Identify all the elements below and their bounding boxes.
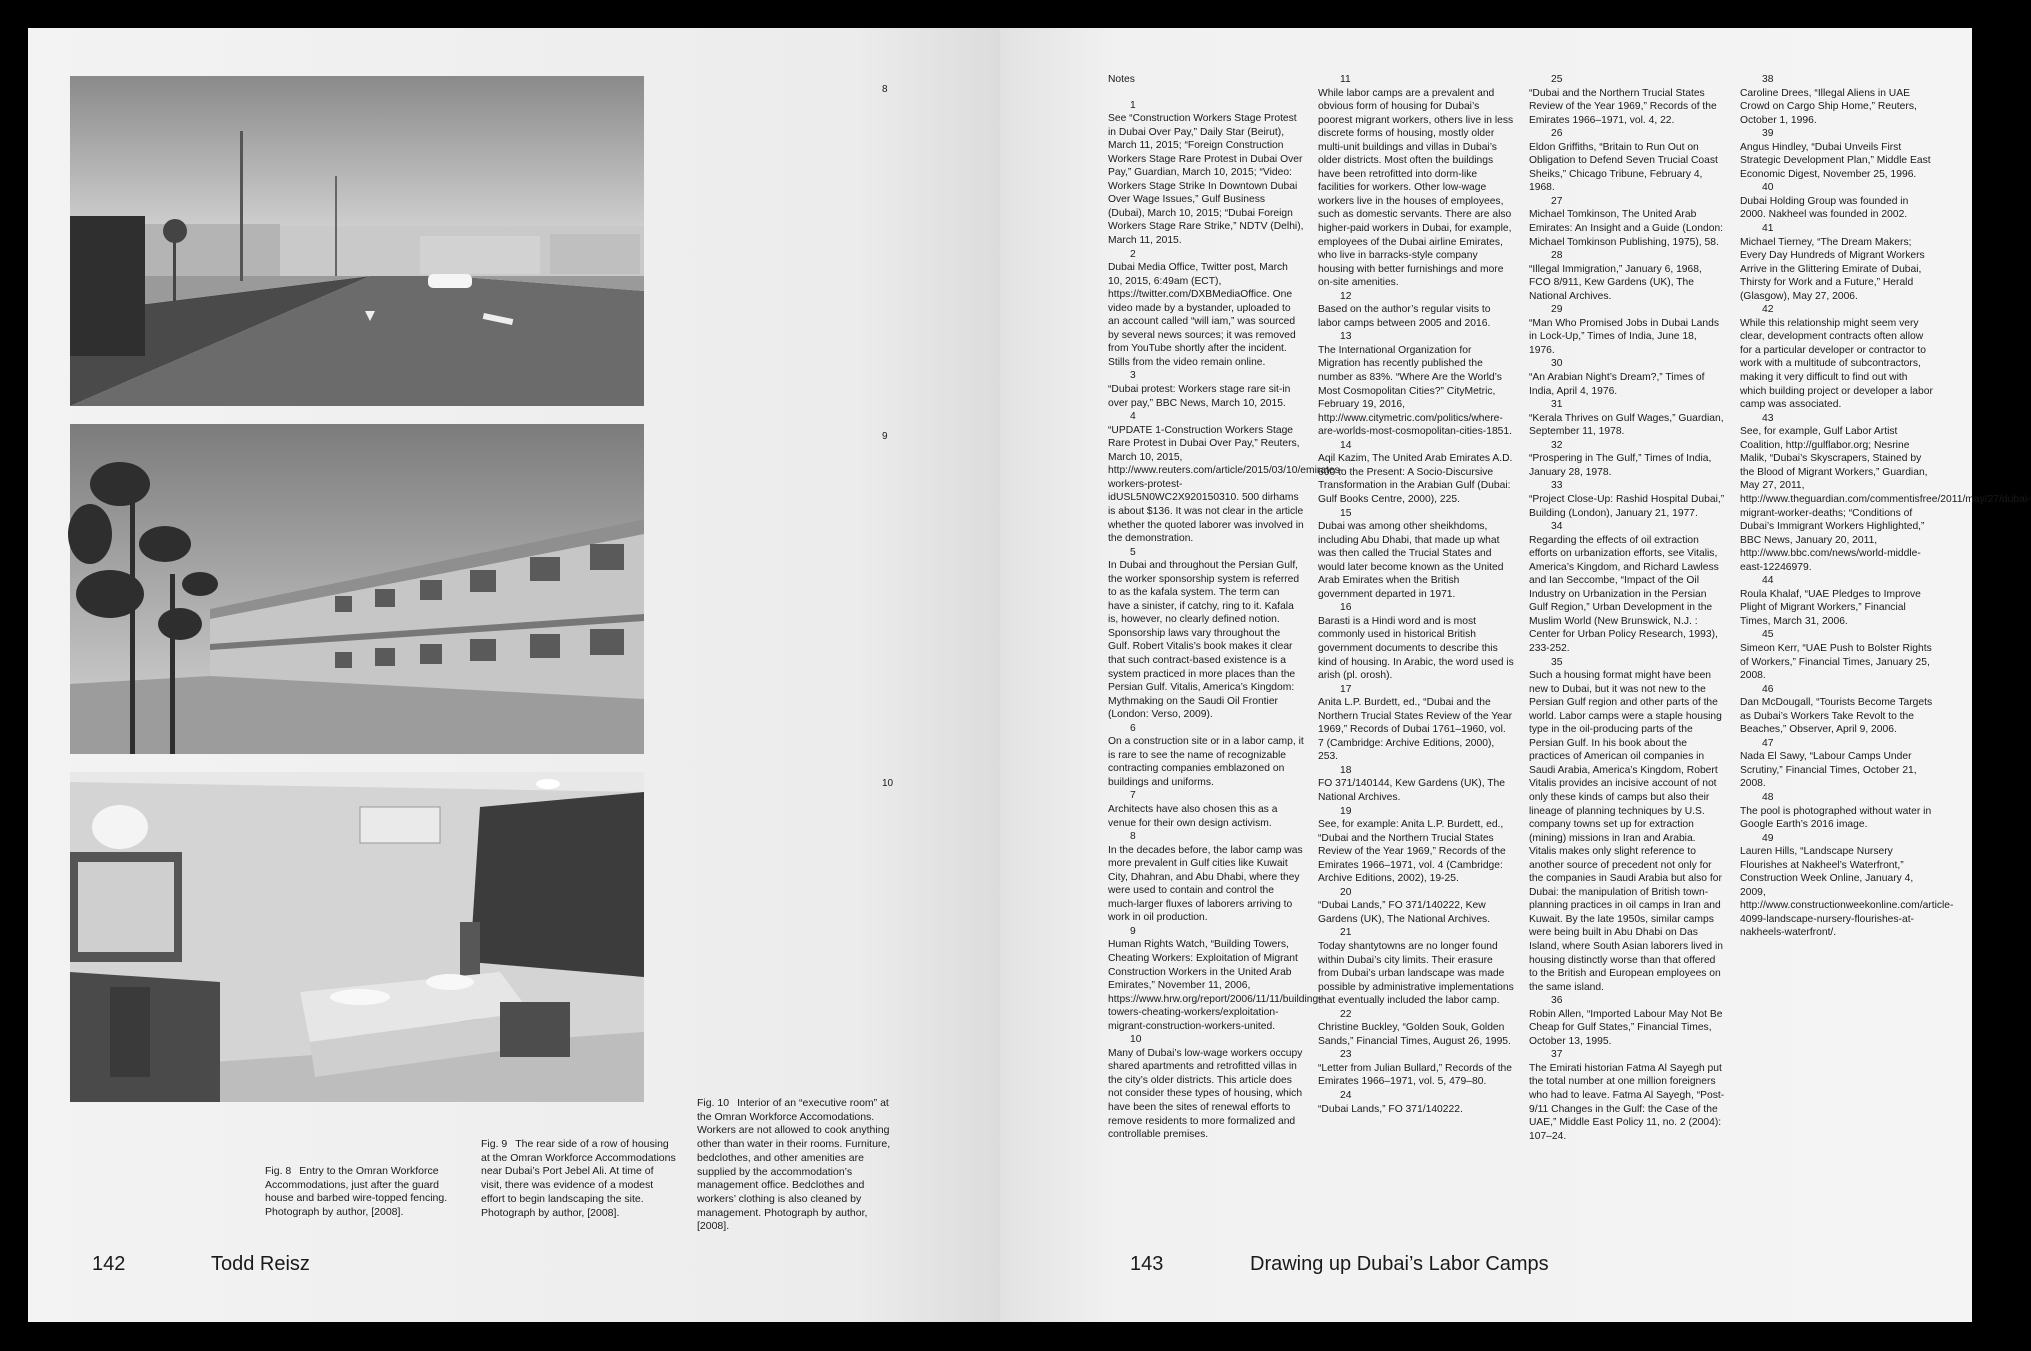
notes-column-2 [1318, 73, 1514, 1116]
note-item [1740, 737, 1936, 791]
photo-entry-road-image [70, 76, 644, 406]
photo-executive-room [70, 772, 644, 1102]
note-text: Architects have also chosen this as a venue for their own design activism. [1108, 803, 1278, 829]
note-number: 4 [1130, 411, 1136, 423]
note-item [1318, 330, 1514, 438]
note-number: 9 [1130, 925, 1136, 937]
note-item [1740, 127, 1936, 181]
note-number: 28 [1551, 250, 1563, 262]
note-number: 12 [1340, 290, 1352, 302]
notes-column-4-list [1740, 73, 2031, 940]
note-number: 46 [1762, 683, 1774, 695]
note-number: 35 [1551, 656, 1563, 668]
note-item [1740, 628, 1936, 682]
note-item [1108, 369, 1304, 410]
left-folio: 142 [92, 1253, 126, 1275]
note-item [1529, 249, 1725, 303]
note-number: 11 [1340, 74, 1351, 85]
note-number: 21 [1340, 927, 1352, 939]
notes-column-2-list [1318, 73, 1514, 1116]
notes-column-1-list [1108, 99, 1344, 1142]
note-number: 17 [1340, 683, 1352, 695]
caption-fig8 [265, 1165, 457, 1220]
caption-fig10-text: Interior of an “executive room” at the Omran Workforce Accomodations. Workers are not allowed to cook anything other than water in their rooms. Furniture, bedclothes, and other amenities are supplied by the accommodation’s management office. Bedclothes and workers’ clothing is also cleaned by management. Photograph by author, [2008]. [697, 1097, 891, 1233]
note-number: 42 [1762, 304, 1774, 316]
figure-number-9: 9 [882, 431, 888, 442]
note-text: “Illegal Immigration,” January 6, 1968, FCO 8/911, Kew Gardens (UK), The National Archives. [1529, 263, 1702, 302]
note-text: Michael Tierney, “The Dream Makers; Every Day Hundreds of Migrant Workers Arrive in the Glittering Emirate of Dubai, Thirsty for Work and a Future,” Herald (Glasgow), May 27, 2006. [1740, 236, 1925, 302]
note-text: Anita L.P. Burdett, ed., “Dubai and the Northern Trucial States Review of the Year 1969,” Records of Dubai 1761–1960, vol. 7 (Cambridge: Archive Editions, 2000), 253. [1318, 697, 1513, 763]
note-item [1529, 398, 1725, 439]
note-text: Such a housing format might have been new to Dubai, but it was not new to the Persian Gulf region and other parts of the world. Labor camps were a staple housing type in the oil-producing parts of the Persian Gulf. In his book about the practices of American oil companies in Saudi Arabia, America’s Kingdom, Robert Vitalis provides an incisive account of not only these kinds of camps but also their lineage of planning techniques by U.S. company towns set up for extraction (mining) missions in Iran and Arabia. Vitalis makes only slight reference to another source of precedent not only for the companies in Saudi Arabia but also for Dubai: the manipulation of British town-planning practices in oil camps in Iran and Kuwait. By the late 1950s, similar camps were being built in Abu Dhabi on Das Island, where South Asian laborers lived in housing distinctly worse than that offered to the British and European employees on the same island. [1529, 670, 1724, 993]
note-number: 25 [1551, 74, 1563, 85]
chapter-title: Drawing up Dubai’s Labor Camps [1250, 1253, 1549, 1275]
note-text: In the decades before, the labor camp was more prevalent in Gulf cities like Kuwait City, Dhahran, and Abu Dhabi, where they were used to contain and control the much-larger fluxes of laborers arriving to work in oil production. [1108, 844, 1303, 924]
note-item [1108, 789, 1304, 830]
note-number: 37 [1551, 1049, 1563, 1061]
note-text: Based on the author’s regular visits to labor camps between 2005 and 2016. [1318, 304, 1491, 329]
note-item [1740, 832, 1954, 940]
note-item [1529, 1048, 1725, 1143]
note-item [1318, 601, 1514, 682]
note-number: 26 [1551, 128, 1563, 140]
note-number: 38 [1762, 74, 1774, 85]
notes-column-1 [1108, 73, 1344, 1142]
note-number: 43 [1762, 412, 1774, 424]
note-number: 15 [1340, 507, 1352, 519]
note-item [1108, 1033, 1304, 1141]
note-text: While this relationship might seem very clear, development contracts often allow for a particular developer or contractor to work with a multitude of subcontractors, making it very difficult to find out with which building project or developer a labor camp was associated. [1740, 317, 1933, 411]
figure-number-8: 8 [882, 84, 888, 95]
note-item [1529, 195, 1725, 249]
note-item [1108, 722, 1304, 790]
note-item [1740, 222, 1936, 303]
notes-column-3-list [1529, 73, 1725, 1143]
note-number: 24 [1340, 1090, 1352, 1102]
note-number: 34 [1551, 521, 1563, 533]
note-item [1740, 412, 2031, 575]
note-text: In Dubai and throughout the Persian Gulf, the worker sponsorship system is referred to as the kafala system. The term can have a sinister, if catchy, ring to it. Kafala is, however, no clearly defined notion. Sponsorship laws vary throughout the Gulf. Robert Vitalis’s book makes it clear that such contract-based existence is a system practiced in more places than the Persian Gulf. Vitalis, America’s Kingdom: Mythmaking on the Saudi Oil Frontier (London: Verso, 2009). [1108, 560, 1300, 721]
note-text: “Dubai Lands,” FO 371/140222, Kew Gardens (UK), The National Archives. [1318, 900, 1491, 925]
note-item [1108, 546, 1304, 722]
note-number: 36 [1551, 995, 1563, 1007]
note-text: “UPDATE 1-Construction Workers Stage Rare Protest in Dubai Over Pay,” Reuters, March 10, 2015, http://www.reuters.com/article/2015/03/10/emirates-workers-protest-idUSL5N0WC2X920150310. 500 dirhams is about $136. It was not clear in the article whether the quoted laborer was involved in the demonstration. [1108, 424, 1344, 545]
note-item [1529, 994, 1725, 1048]
note-number: 41 [1762, 223, 1774, 235]
note-item [1740, 683, 1936, 737]
note-item [1108, 925, 1322, 1033]
note-item [1740, 181, 1936, 222]
note-number: 3 [1130, 370, 1136, 382]
note-number: 14 [1340, 439, 1352, 451]
note-text: “Kerala Thrives on Gulf Wages,” Guardian, September 11, 1978. [1529, 412, 1724, 438]
note-text: “Project Close-Up: Rashid Hospital Dubai,” Building (London), January 21, 1977. [1529, 493, 1725, 519]
note-text: “Dubai Lands,” FO 371/140222. [1318, 1103, 1463, 1115]
right-page [1000, 28, 2031, 1322]
note-number: 10 [1130, 1034, 1142, 1046]
note-text: Caroline Drees, “Illegal Aliens in UAE Crowd on Cargo Ship Home,” Reuters, October 1, 1996. [1740, 87, 1917, 126]
note-text: See, for example: Anita L.P. Burdett, ed., “Dubai and the Northern Trucial States Review of the Year 1969,” Records of the Emirates 1966–1971, vol. 4 (Cambridge: Archive Editions, 2002), 19-25. [1318, 819, 1506, 885]
note-number: 45 [1762, 629, 1774, 641]
note-text: Nada El Sawy, “Labour Camps Under Scrutiny,” Financial Times, October 21, 2008. [1740, 751, 1917, 790]
note-text: Human Rights Watch, “Building Towers, Cheating Workers: Exploitation of Migrant Construction Workers in the United Arab Emirates,” November 11, 2006, https://www.hrw.org/report/2006/11/11/building-towers-cheating-workers/exploitation-migrant-construction-workers-united. [1108, 939, 1322, 1032]
notes-heading: Notes [1108, 74, 1135, 85]
note-number: 49 [1762, 832, 1774, 844]
note-number: 31 [1551, 399, 1563, 411]
note-number: 22 [1340, 1008, 1352, 1020]
note-text: Michael Tomkinson, The United Arab Emirates: An Insight and a Guide (London: Michael Tomkinson Publishing, 1975), 58. [1529, 209, 1724, 248]
note-text: On a construction site or in a labor camp, it is rare to see the name of recognizable contracting companies emblazoned on buildings and uniforms. [1108, 736, 1304, 788]
note-text: While labor camps are a prevalent and obvious form of housing for Dubai’s poorest migrant workers, others live in less discrete forms of housing, mostly older multi-unit buildings and villas in Dubai’s older districts. Most often the buildings have been retrofitted into dorm-like facilities for workers. Other low-wage workers live in the houses of employees, such as domestic servants. There are also higher-paid workers in Dubai, for example, employees of the Dubai airline Emirates, who live in barracks-style company housing with better furnishings and more on-site amenities. [1318, 87, 1514, 289]
caption-fig9-text: The rear side of a row of housing at the Omran Workforce Accommodations near Dubai’s Port Jebel Ali. At time of visit, there was evidence of a modest effort to begin landscaping the site. Photograph by author, [2008]. [481, 1138, 676, 1219]
note-item [1318, 439, 1514, 507]
note-number: 44 [1762, 575, 1774, 587]
note-text: “Man Who Promised Jobs in Dubai Lands in Lock-Up,” Times of India, June 18, 1976. [1529, 317, 1720, 356]
note-item [1740, 574, 1936, 628]
note-item [1318, 764, 1514, 805]
note-number: 33 [1551, 480, 1563, 492]
note-number: 18 [1340, 764, 1352, 776]
photo-executive-room-image [70, 772, 644, 1102]
note-number: 39 [1762, 128, 1774, 140]
note-item [1318, 507, 1514, 602]
notes-column-3 [1529, 73, 1725, 1143]
note-number: 16 [1340, 602, 1352, 614]
note-item [1529, 73, 1725, 127]
note-item [1529, 520, 1725, 655]
note-text: “An Arabian Night’s Dream?,” Times of India, April 4, 1976. [1529, 372, 1705, 397]
note-item [1529, 127, 1725, 195]
note-number: 48 [1762, 791, 1774, 803]
note-number: 29 [1551, 304, 1563, 316]
caption-fig10 [697, 1097, 893, 1234]
note-text: Robin Allen, “Imported Labour May Not Be Cheap for Gulf States,” Financial Times, October 13, 1995. [1529, 1008, 1723, 1047]
note-item [1529, 479, 1725, 520]
figure-number-10: 10 [882, 778, 894, 789]
note-text: Simeon Kerr, “UAE Push to Bolster Rights of Workers,” Financial Times, January 25, 2008. [1740, 642, 1932, 682]
note-text: Today shantytowns are no longer found within Dubai’s city limits. Their erasure from Dubai’s urban landscape was made possible by administrative implementations that eventually included the labor camp. [1318, 941, 1514, 1007]
note-number: 32 [1551, 439, 1563, 451]
note-number: 23 [1340, 1049, 1352, 1061]
note-number: 1 [1130, 99, 1136, 111]
note-number: 8 [1130, 831, 1136, 843]
note-text: “Dubai and the Northern Trucial States Review of the Year 1969,” Records of the Emirates 1966–1971, vol. 4, 22. [1529, 87, 1717, 126]
note-item [1318, 1089, 1514, 1116]
note-item [1108, 830, 1304, 925]
note-text: Angus Hindley, “Dubai Unveils First Strategic Development Plan,” Middle East Economic Digest, November 25, 1996. [1740, 141, 1931, 180]
note-item [1529, 656, 1725, 995]
note-number: 13 [1340, 331, 1352, 343]
note-text: FO 371/140144, Kew Gardens (UK), The National Archives. [1318, 778, 1505, 803]
note-text: Many of Dubai’s low-wage workers occupy shared apartments and retrofitted villas in the city’s older districts. This article does not consider these types of housing, which have been the sites of renewal efforts to remove residents to more formalized and controllable premises. [1108, 1047, 1303, 1141]
note-number: 2 [1130, 248, 1136, 260]
caption-fig9 [481, 1138, 676, 1220]
note-text: Lauren Hills, “Landscape Nursery Flourishes at Nakheel’s Waterfront,” Construction Week Online, January 4, 2009, http://www.constructionweekonline.com/article-4099-landscape-nursery-flourishes-at-nakheels-waterfront/. [1740, 846, 1954, 939]
note-number: 30 [1551, 358, 1563, 370]
note-number: 19 [1340, 805, 1352, 817]
note-number: 40 [1762, 182, 1774, 194]
note-item [1108, 99, 1304, 248]
note-item [1318, 1048, 1514, 1089]
note-number: 7 [1130, 790, 1136, 802]
note-item [1740, 791, 1936, 832]
photo-entry-road [70, 76, 644, 406]
note-text: Roula Khalaf, “UAE Pledges to Improve Plight of Migrant Workers,” Financial Times, March 31, 2006. [1740, 588, 1921, 627]
caption-fig10-label: Fig. 10 [697, 1097, 730, 1109]
note-text: Dubai Holding Group was founded in 2000. Nakheel was founded in 2002. [1740, 195, 1909, 221]
note-text: “Prospering in The Gulf,” Times of India, January 28, 1978. [1529, 453, 1712, 478]
note-item [1318, 926, 1514, 1007]
note-text: Regarding the effects of oil extraction efforts on urbanization efforts, see Vitalis, America’s Kingdom, and Richard Lawless and Ian Seccombe, “Impact of the Oil Industry on Urbanization in the Persian Gulf Region,” Urban Development in the Muslim World (New Brunswick, N.J. : Center for Urban Policy Research, 1993), 233-252. [1529, 534, 1719, 654]
note-text: See, for example, Gulf Labor Artist Coalition, http://gulflabor.org; Nesrine Malik, “Dubai’s Skyscrapers, Stained by the Blood of Migrant Workers,” Guardian, May 27, 2011, http://www.theguardian.com/commentisfree/2011/may/27/dubai-migrant-worker-deaths; “Conditions of Dubai’s Immigrant Workers Highlighted,” BBC News, January 20, 2011, http://www.bbc.com/news/world-middle-east-12246979. [1740, 426, 2031, 573]
note-number: 6 [1130, 722, 1136, 734]
note-item [1318, 73, 1514, 290]
note-text: See “Construction Workers Stage Protest in Dubai Over Pay,” Daily Star (Beirut), March 11, 2015; “Foreign Construction Workers Stage Rare Protest in Dubai Over Pay,” Guardian, March 10, 2015; “Video: Workers Stage Strike In Downtown Dubai Over Wage Issues,” Gulf Business (Dubai), March 10, 2015; “Dubai Foreign Workers Stage Rare Strike,” NDTV (Delhi), March 11, 2015. [1108, 113, 1304, 247]
note-item [1318, 683, 1514, 764]
author-name: Todd Reisz [211, 1253, 310, 1275]
photo-housing-row [70, 424, 644, 754]
note-item [1529, 303, 1725, 357]
note-text: The International Organization for Migration has recently published the number as 83%. “Where Are the World’s Most Cosmopolitan Cities?” CityMetric, February 19, 2016, http://www.citymetric.com/politics/where-are-worlds-most-cosmopolitan-cities-1851. [1318, 344, 1512, 438]
note-text: Barasti is a Hindi word and is most commonly used in historical British government documents to describe this kind of housing. In Arabic, the word used is arish (pl. orosh). [1318, 615, 1514, 682]
note-item [1318, 290, 1514, 331]
note-item [1529, 439, 1725, 480]
note-item [1740, 303, 1936, 411]
note-text: Dan McDougall, “Tourists Become Targets as Dubai’s Workers Take Revolt to the Beaches,” Observer, April 9, 2006. [1740, 697, 1933, 736]
note-number: 5 [1130, 546, 1136, 558]
note-text: The Emirati historian Fatma Al Sayegh put the total number at one million foreigners who had to leave. Fatma Al Sayegh, “Post-9/11 Changes in the Gulf: the Case of the UAE,” Middle East Policy 11, no. 2 (2004): 107–24. [1529, 1062, 1725, 1142]
note-text: Christine Buckley, “Golden Souk, Golden Sands,” Financial Times, August 26, 1995. [1318, 1022, 1511, 1047]
note-number: 47 [1762, 737, 1774, 749]
note-item [1108, 248, 1304, 370]
note-number: 27 [1551, 195, 1563, 207]
note-text: Eldon Griffiths, “Britain to Run Out on Obligation to Defend Seven Trucial Coast Sheiks,” Chicago Tribune, February 4, 1968. [1529, 141, 1718, 194]
note-number: 20 [1340, 886, 1352, 898]
note-item [1318, 886, 1514, 927]
note-item [1318, 1008, 1514, 1049]
note-text: “Letter from Julian Bullard,” Records of the Emirates 1966–1971, vol. 5, 479–80. [1318, 1062, 1513, 1088]
note-item [1740, 73, 1936, 127]
photo-housing-row-image [70, 424, 644, 754]
note-text: Dubai was among other sheikhdoms, including Abu Dhabi, that made up what was then called the Trucial States and would later become known as the United Arab Emirates when the British government departed in 1971. [1318, 521, 1504, 600]
note-item [1529, 357, 1725, 398]
note-text: Aqil Kazim, The United Arab Emirates A.D. 600 to the Present: A Socio-Discursive Transformation in the Arabian Gulf (Dubai: Gulf Books Centre, 2000), 225. [1318, 453, 1513, 505]
right-folio: 143 [1130, 1253, 1164, 1275]
caption-fig9-label: Fig. 9 [481, 1138, 508, 1150]
caption-fig8-label: Fig. 8 [265, 1165, 292, 1177]
left-page [28, 28, 1000, 1322]
note-text: Dubai Media Office, Twitter post, March 10, 2015, 6:49am (ECT), https://twitter.com/DXBMediaOffice. One video made by a bystander, uploaded to an account called “will iam,” was sourced by several news sources; it was removed from YouTube shortly after the incident. Stills from the video remain online. [1108, 262, 1296, 368]
caption-fig8-text: Entry to the Omran Workforce Accommodations, just after the guard house and barbed wire-topped fencing. Photograph by author, [2008]. [265, 1165, 448, 1219]
note-item [1108, 410, 1344, 545]
note-text: The pool is photographed without water in Google Earth’s 2016 image. [1740, 805, 1932, 831]
notes-column-4 [1740, 73, 2031, 940]
note-text: “Dubai protest: Workers stage rare sit-in over pay,” BBC News, March 10, 2015. [1108, 384, 1291, 409]
note-item [1318, 805, 1514, 886]
